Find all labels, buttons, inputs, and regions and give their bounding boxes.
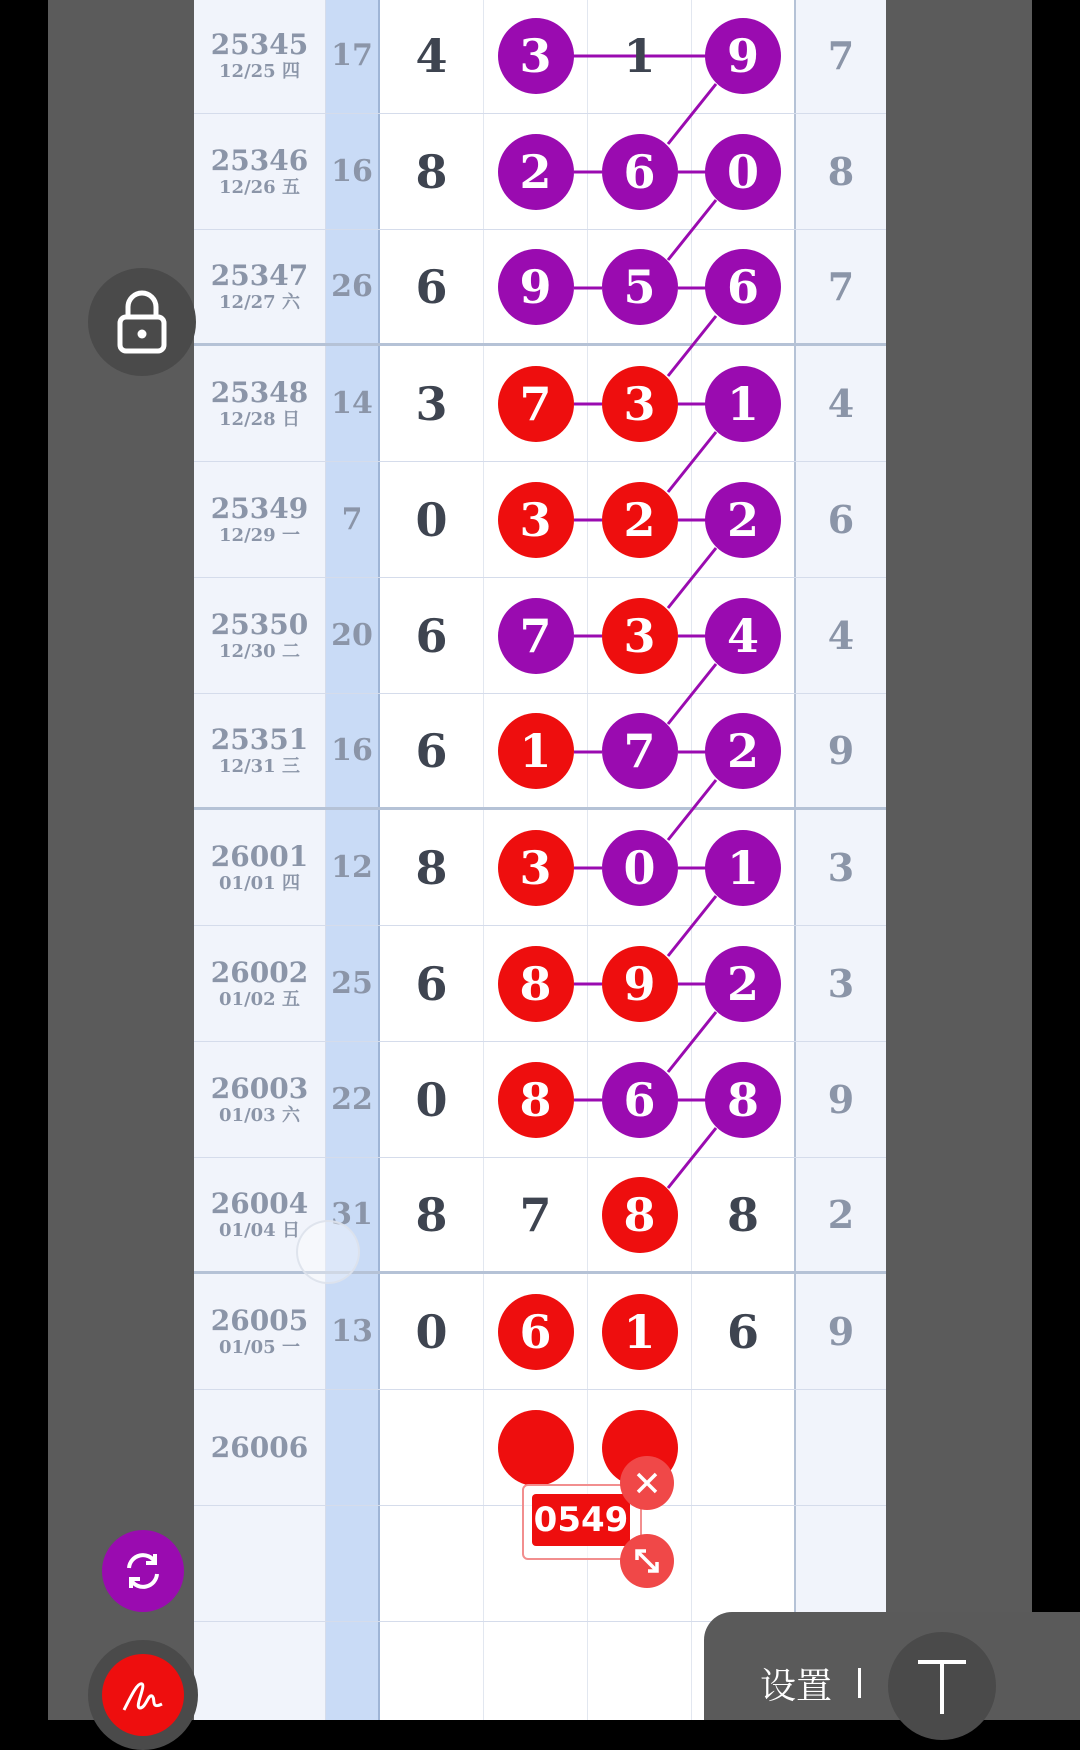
sum-cell: 7	[326, 462, 380, 577]
span-cell	[380, 1506, 484, 1621]
sum-cell: 16	[326, 694, 380, 807]
table-row[interactable]	[194, 810, 886, 926]
digit-cell-2[interactable]	[588, 230, 692, 343]
issue-cell	[194, 230, 326, 343]
lock-button[interactable]	[88, 268, 196, 376]
issue-cell	[194, 346, 326, 461]
digit-value: 7	[519, 1187, 552, 1242]
sum-cell: 14	[326, 346, 380, 461]
digit-cell-2[interactable]	[588, 1274, 692, 1389]
digit-ball[interactable]: 9	[498, 249, 574, 325]
digit-cell-2[interactable]	[588, 694, 692, 807]
issue-date: 01/05 一	[219, 1336, 300, 1358]
table-row[interactable]	[194, 694, 886, 810]
digit-cell-1[interactable]	[484, 1622, 588, 1720]
span-cell: 6	[380, 926, 484, 1041]
signature-button[interactable]	[102, 1654, 184, 1736]
last-cell: 4	[796, 346, 886, 461]
signature-icon	[118, 1670, 168, 1720]
table-row[interactable]	[194, 462, 886, 578]
span-cell: 0	[380, 1274, 484, 1389]
digit-cell-2[interactable]	[588, 462, 692, 577]
digit-ball[interactable]: 9	[602, 946, 678, 1022]
digit-ball[interactable]: 8	[498, 946, 574, 1022]
sum-cell: 17	[326, 0, 380, 113]
refresh-icon	[120, 1548, 166, 1594]
digit-cell-3[interactable]	[692, 1506, 796, 1621]
digit-ball[interactable]: 7	[602, 713, 678, 789]
digit-cell-1[interactable]	[484, 926, 588, 1041]
sum-cell	[326, 1506, 380, 1621]
last-cell: 7	[796, 230, 886, 343]
digit-cell-1[interactable]	[484, 1158, 588, 1271]
lock-icon	[114, 289, 170, 355]
digit-cell-3[interactable]	[692, 230, 796, 343]
issue-number: 25346	[210, 143, 309, 177]
touch-indicator	[296, 1220, 360, 1284]
digit-cell-3[interactable]	[692, 0, 796, 113]
issue-number: 25345	[210, 27, 309, 61]
table-row[interactable]	[194, 114, 886, 230]
last-cell: 9	[796, 1274, 886, 1389]
sum-cell: 26	[326, 230, 380, 343]
digit-cell-2[interactable]	[588, 1622, 692, 1720]
issue-number: 25349	[210, 491, 309, 525]
issue-cell	[194, 0, 326, 113]
sticker-label[interactable]: 0549	[532, 1494, 630, 1546]
digit-cell-1[interactable]	[484, 1274, 588, 1389]
span-cell	[380, 1622, 484, 1720]
issue-date: 12/29 一	[219, 524, 300, 546]
issue-cell	[194, 114, 326, 229]
digit-ball[interactable]: 0	[705, 134, 781, 210]
issue-number: 26002	[210, 955, 309, 989]
sticker-close-button[interactable]	[620, 1456, 674, 1510]
span-cell: 8	[380, 1158, 484, 1271]
issue-date: 12/27 六	[219, 291, 300, 313]
issue-number: 25351	[210, 722, 309, 756]
digit-ball[interactable]: 2	[705, 946, 781, 1022]
refresh-button[interactable]	[102, 1530, 184, 1612]
digit-ball[interactable]: 2	[498, 134, 574, 210]
sum-cell: 13	[326, 1274, 380, 1389]
digit-cell-2[interactable]	[588, 1042, 692, 1157]
digit-ball[interactable]: 3	[498, 830, 574, 906]
digit-ball[interactable]: 1	[602, 1294, 678, 1370]
digit-cell-2[interactable]	[588, 114, 692, 229]
issue-date: 01/04 日	[219, 1219, 300, 1241]
span-cell	[380, 1390, 484, 1505]
settings-button[interactable]: 设置	[760, 1666, 833, 1707]
last-cell: 3	[796, 926, 886, 1041]
left-margin	[48, 0, 194, 1720]
issue-cell	[194, 926, 326, 1041]
digit-cell-1[interactable]	[484, 810, 588, 925]
digit-ball[interactable]: 3	[498, 482, 574, 558]
sum-cell	[326, 1622, 380, 1720]
issue-date: 01/03 六	[219, 1104, 300, 1126]
digit-ball[interactable]	[498, 1410, 574, 1486]
digit-ball[interactable]: 2	[705, 482, 781, 558]
table-row[interactable]	[194, 346, 886, 462]
sum-cell	[326, 1390, 380, 1505]
digit-ball[interactable]: 1	[705, 830, 781, 906]
resize-icon	[631, 1545, 663, 1577]
issue-number: 26004	[210, 1186, 309, 1220]
text-tool-button[interactable]	[888, 1632, 996, 1740]
last-cell: 4	[796, 578, 886, 693]
digit-cell-2[interactable]	[588, 1158, 692, 1271]
toolbar-divider	[858, 1668, 861, 1698]
digit-value: 8	[726, 1187, 759, 1242]
digit-ball[interactable]: 3	[602, 366, 678, 442]
digit-ball[interactable]: 8	[705, 1062, 781, 1138]
issue-cell	[194, 578, 326, 693]
digit-cell-3[interactable]	[692, 926, 796, 1041]
issue-cell	[194, 1274, 326, 1389]
issue-number: 26005	[210, 1303, 309, 1337]
digit-ball[interactable]: 5	[602, 249, 678, 325]
last-cell: 7	[796, 0, 886, 113]
digit-cell-1[interactable]	[484, 694, 588, 807]
sum-cell: 25	[326, 926, 380, 1041]
sticker-resize-handle[interactable]	[620, 1534, 674, 1588]
issue-number: 26006	[210, 1430, 309, 1464]
digit-cell-1[interactable]	[484, 578, 588, 693]
digit-cell-2[interactable]	[588, 810, 692, 925]
digit-cell-2[interactable]	[588, 346, 692, 461]
issue-cell	[194, 462, 326, 577]
digit-cell-3[interactable]	[692, 114, 796, 229]
digit-cell-3[interactable]	[692, 694, 796, 807]
span-cell: 6	[380, 578, 484, 693]
issue-date: 12/26 五	[219, 176, 300, 198]
span-cell: 8	[380, 114, 484, 229]
issue-number: 26003	[210, 1071, 309, 1105]
span-cell: 6	[380, 694, 484, 807]
digit-cell-3[interactable]	[692, 1274, 796, 1389]
digit-cell-2[interactable]	[588, 926, 692, 1041]
last-cell: 2	[796, 1158, 886, 1271]
table-row[interactable]	[194, 1274, 886, 1390]
digit-ball[interactable]: 2	[705, 713, 781, 789]
issue-cell	[194, 1042, 326, 1157]
right-margin	[886, 0, 1032, 1720]
digit-value: 6	[726, 1304, 759, 1359]
issue-cell	[194, 810, 326, 925]
table-row[interactable]	[194, 926, 886, 1042]
last-cell	[796, 1390, 886, 1505]
span-cell: 0	[380, 462, 484, 577]
digit-ball[interactable]: 3	[498, 18, 574, 94]
digit-cell-3[interactable]	[692, 810, 796, 925]
issue-date: 12/31 三	[219, 755, 300, 777]
issue-date: 01/02 五	[219, 988, 300, 1010]
digit-ball[interactable]: 8	[498, 1062, 574, 1138]
sum-cell: 20	[326, 578, 380, 693]
sum-cell: 31	[326, 1158, 380, 1271]
issue-date: 12/28 日	[219, 408, 300, 430]
digit-ball[interactable]: 2	[602, 482, 678, 558]
digit-value: 1	[623, 28, 656, 83]
digit-cell-1[interactable]	[484, 462, 588, 577]
digit-cell-1[interactable]	[484, 1042, 588, 1157]
digit-cell-2[interactable]	[588, 0, 692, 113]
issue-number: 25347	[210, 258, 309, 292]
digit-ball[interactable]: 8	[602, 1177, 678, 1253]
sum-cell: 22	[326, 1042, 380, 1157]
digit-ball[interactable]: 1	[705, 366, 781, 442]
digit-cell-3[interactable]	[692, 462, 796, 577]
span-cell: 8	[380, 810, 484, 925]
last-cell: 8	[796, 114, 886, 229]
digit-cell-1[interactable]	[484, 0, 588, 113]
table-row[interactable]	[194, 578, 886, 694]
digit-ball[interactable]: 7	[498, 598, 574, 674]
digit-cell-2[interactable]	[588, 578, 692, 693]
digit-ball[interactable]: 6	[602, 134, 678, 210]
table-row[interactable]	[194, 230, 886, 346]
issue-number: 25350	[210, 607, 309, 641]
table-row[interactable]	[194, 0, 886, 114]
digit-ball[interactable]: 1	[498, 713, 574, 789]
last-cell	[796, 1506, 886, 1621]
span-cell: 3	[380, 346, 484, 461]
last-cell: 9	[796, 694, 886, 807]
table-row[interactable]	[194, 1042, 886, 1158]
digit-cell-3[interactable]	[692, 1158, 796, 1271]
text-tool-icon	[910, 1654, 974, 1718]
issue-number: 26001	[210, 839, 309, 873]
issue-date: 12/25 四	[219, 60, 300, 82]
digit-ball[interactable]: 6	[602, 1062, 678, 1138]
close-icon	[633, 1469, 661, 1497]
issue-cell	[194, 1622, 326, 1720]
digit-ball[interactable]: 7	[498, 366, 574, 442]
digit-cell-1[interactable]	[484, 230, 588, 343]
sum-cell: 12	[326, 810, 380, 925]
issue-number: 25348	[210, 375, 309, 409]
issue-cell	[194, 1506, 326, 1621]
digit-ball[interactable]: 9	[705, 18, 781, 94]
lottery-trend-table[interactable]	[194, 0, 886, 1720]
last-cell: 9	[796, 1042, 886, 1157]
span-cell: 4	[380, 0, 484, 113]
issue-cell	[194, 694, 326, 807]
digit-cell-1[interactable]	[484, 114, 588, 229]
digit-cell-3[interactable]	[692, 346, 796, 461]
sum-cell: 16	[326, 114, 380, 229]
issue-date: 01/01 四	[219, 872, 300, 894]
digit-ball[interactable]: 4	[705, 598, 781, 674]
issue-date: 12/30 二	[219, 640, 300, 662]
digit-cell-3[interactable]	[692, 1042, 796, 1157]
issue-cell	[194, 1390, 326, 1505]
span-cell: 6	[380, 230, 484, 343]
last-cell: 3	[796, 810, 886, 925]
digit-cell-3[interactable]	[692, 578, 796, 693]
digit-cell-3[interactable]	[692, 1390, 796, 1505]
digit-ball[interactable]: 6	[498, 1294, 574, 1370]
span-cell: 0	[380, 1042, 484, 1157]
last-cell: 6	[796, 462, 886, 577]
digit-ball[interactable]: 6	[705, 249, 781, 325]
digit-cell-1[interactable]	[484, 346, 588, 461]
digit-ball[interactable]: 3	[602, 598, 678, 674]
digit-ball[interactable]: 0	[602, 830, 678, 906]
